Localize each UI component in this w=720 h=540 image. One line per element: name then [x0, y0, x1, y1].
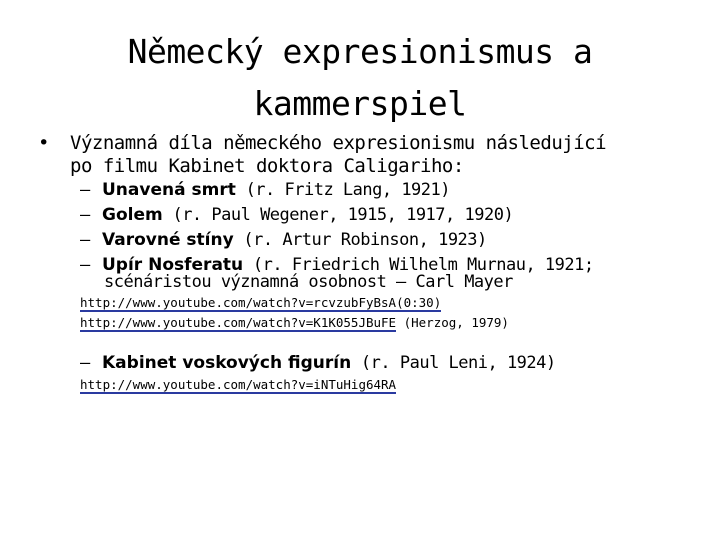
- dash-icon: –: [80, 230, 90, 250]
- link-row-1: [80, 294, 441, 312]
- bullet-dot-icon: •: [38, 132, 50, 154]
- youtube-link-2[interactable]: http://www.youtube.com/watch?v=K1K055JBuFE: [80, 315, 397, 330]
- link-row-3: [80, 376, 396, 394]
- dash-icon: –: [80, 205, 90, 225]
- bullet-text-line-1: Významná díla německého expresionismu následující: [70, 132, 607, 154]
- link-note-2: (Herzog, 1979): [396, 315, 509, 330]
- youtube-link-1[interactable]: http://www.youtube.com/watch?v=rcvzubFyBsA(0:30): [80, 295, 442, 310]
- dash-icon: –: [80, 255, 90, 275]
- slide-title-line-2: kammerspiel: [253, 84, 467, 123]
- film-title: Kabinet voskových figurín: [102, 353, 352, 373]
- dash-icon: –: [80, 353, 90, 373]
- film-title: Upír Nosferatu: [102, 255, 244, 275]
- list-item-kabinet-voskovych-figurin: [80, 351, 556, 375]
- list-item-golem: [80, 203, 513, 227]
- nosferatu-note: scénáristou významná osobnost – Carl Mayer: [104, 272, 513, 292]
- film-detail: (r. Paul Wegener, 1915, 1917, 1920): [162, 205, 514, 225]
- link-row-2: [80, 314, 509, 332]
- youtube-link-3[interactable]: http://www.youtube.com/watch?v=iNTuHig64RA: [80, 377, 397, 392]
- bullet-text-line-2: po filmu Kabinet doktora Caligariho:: [70, 155, 464, 177]
- film-title: Golem: [102, 205, 163, 225]
- film-detail: (r. Friedrich Wilhelm Murnau, 1921;: [243, 255, 594, 275]
- film-title: Varovné stíny: [102, 230, 234, 250]
- film-title: Unavená smrt: [102, 180, 236, 200]
- slide-title-line-1: Německý expresionismus a: [127, 32, 593, 71]
- film-detail: (r. Fritz Lang, 1921): [235, 180, 450, 200]
- list-item-varovne-stiny: [80, 228, 487, 252]
- film-detail: (r. Paul Leni, 1924): [351, 353, 556, 373]
- slide-title: [60, 26, 660, 130]
- list-item-unavena-smrt: [80, 178, 450, 202]
- dash-icon: –: [80, 180, 90, 200]
- film-detail: (r. Artur Robinson, 1923): [233, 230, 487, 250]
